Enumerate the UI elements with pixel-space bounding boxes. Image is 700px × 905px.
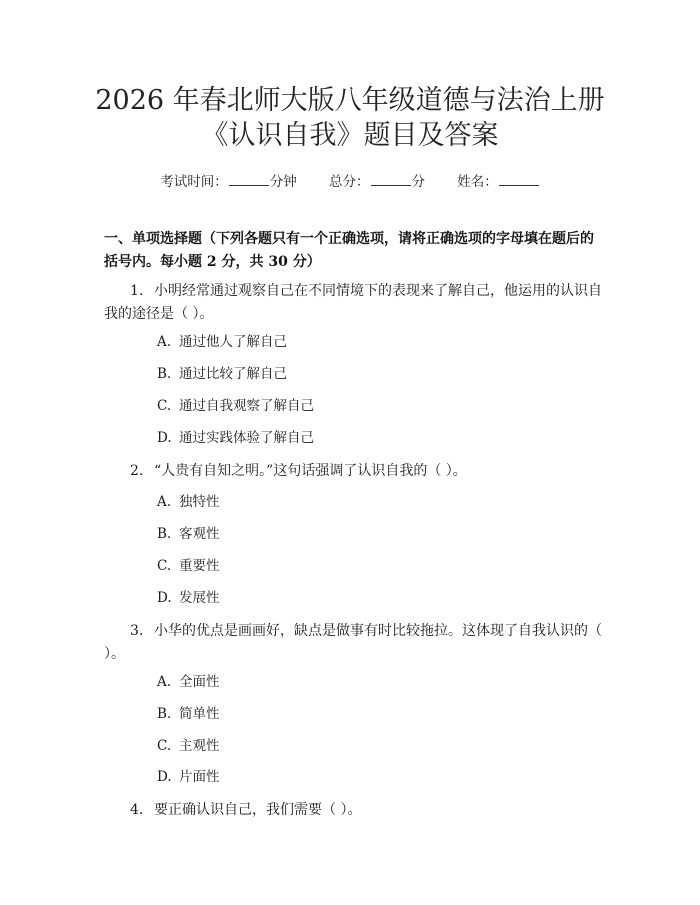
option-letter: A. [157,494,172,510]
question-1 [104,280,604,326]
option-letter: D. [157,590,172,606]
exam-meta [0,170,700,190]
section-heading: 一、单项选择题（下列各题只有一个正确选项，请将正确选项的字母填在题后的括号内。每小题 2 分，共 30 分） [104,231,594,270]
option-letter: B. [157,366,172,382]
option-letter: B. [157,526,172,542]
option-letter: C. [157,558,172,574]
exam-name [457,174,540,190]
question-number: 3. [130,623,144,639]
q3-option-b[interactable] [157,704,220,724]
question-number: 4. [130,802,144,818]
option-text: 客观性 [179,526,220,542]
time-unit: 分钟 [269,174,297,190]
option-text: 发展性 [179,590,220,606]
option-text: 主观性 [179,738,220,754]
page-title-line2: 《认识自我》题目及答案 [201,120,499,151]
question-number: 2. [130,463,144,479]
question-number: 1. [130,283,144,299]
option-letter: C. [157,738,172,754]
q3-option-a[interactable] [157,672,220,692]
exam-score [329,174,429,190]
q2-option-c[interactable] [157,556,220,576]
option-letter: B. [157,706,172,722]
score-blank[interactable] [371,173,411,186]
option-text: 重要性 [179,558,220,574]
q3-option-d[interactable] [157,767,220,787]
option-text: 简单性 [179,706,220,722]
score-unit: 分 [411,174,425,190]
question-text: 要正确认识自己，我们需要（ ）。 [154,802,362,818]
q1-option-c[interactable] [157,396,314,416]
option-text: 通过自我观察了解自己 [179,398,314,414]
option-text: 独特性 [179,494,220,510]
option-text: 通过实践体验了解自己 [179,430,314,446]
q2-option-a[interactable] [157,492,220,512]
q2-option-d[interactable] [157,588,220,608]
page-title-line1: 2026 年春北师大版八年级道德与法治上册 [95,85,605,116]
option-letter: D. [157,430,172,446]
question-text: “人贵有自知之明。”这句话强调了认识自我的（ ）。 [154,463,467,479]
option-text: 全面性 [179,674,220,690]
question-3 [104,620,604,666]
time-blank[interactable] [229,173,269,186]
option-text: 通过他人了解自己 [179,334,287,350]
name-blank[interactable] [499,173,539,186]
q1-option-d[interactable] [157,428,314,448]
question-text: 小明经常通过观察自己在不同情境下的表现来了解自己，他运用的认识自我的途径是（ ）。 [104,283,602,322]
question-text: 小华的优点是画画好，缺点是做事有时比较拖拉。这体现了自我认识的（ ）。 [104,623,602,662]
q2-option-b[interactable] [157,524,220,544]
q3-option-c[interactable] [157,736,220,756]
exam-time [160,174,301,190]
name-label: 姓名： [457,174,498,190]
q1-option-a[interactable] [157,332,287,352]
option-letter: D. [157,769,172,785]
option-text: 通过比较了解自己 [179,366,287,382]
question-2 [104,460,604,483]
time-label: 考试时间： [160,174,228,190]
option-letter: C. [157,398,172,414]
q1-option-b[interactable] [157,364,287,384]
option-letter: A. [157,334,172,350]
question-4 [104,799,604,822]
score-label: 总分： [329,174,370,190]
option-letter: A. [157,674,172,690]
option-text: 片面性 [179,769,220,785]
